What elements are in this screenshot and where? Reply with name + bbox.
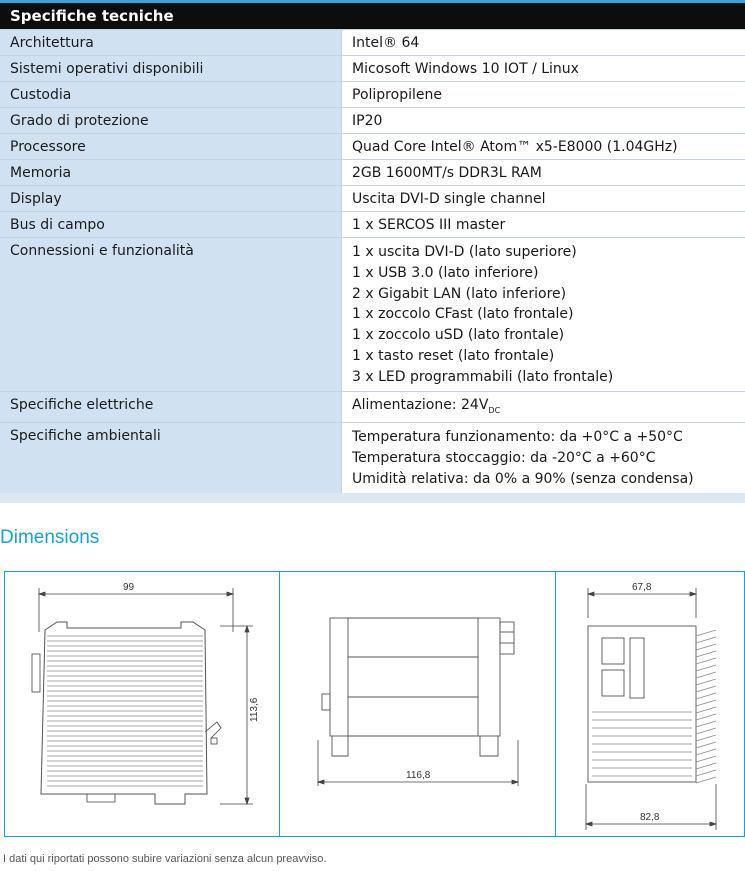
spec-value-subscript: DC: [488, 405, 501, 415]
spec-value-line: 2GB 1600MT/s DDR3L RAM: [352, 165, 542, 181]
bottom-bottom-label: 82,8: [640, 812, 660, 823]
spec-row: [0, 108, 745, 134]
spec-row: [0, 391, 745, 423]
spec-row: [0, 238, 745, 392]
spec-label: Specifiche ambientali: [0, 423, 342, 493]
spec-value-line: Temperatura stoccaggio: da -20°C a +60°C: [352, 450, 656, 467]
spec-value: [342, 391, 745, 423]
spec-label: Processore: [0, 134, 342, 160]
spec-value: [342, 30, 745, 56]
spec-value-line: 1 x zoccolo uSD (lato frontale): [352, 327, 565, 344]
spec-row: [0, 160, 745, 186]
spec-row: [0, 56, 745, 82]
spec-value-line: 1 x tasto reset (lato frontale): [352, 347, 555, 364]
spec-value: [342, 238, 745, 392]
spec-value-line: 1 x USB 3.0 (lato inferiore): [352, 264, 539, 281]
disclaimer-note: I dati qui riportati possono subire variazioni senza alcun preavviso.: [3, 853, 327, 865]
spec-value-line: Umidità relativa: da 0% a 90% (senza condensa): [352, 470, 694, 487]
spec-label: Architettura: [0, 30, 342, 56]
spec-value-line: 2 x Gigabit LAN (lato inferiore): [352, 285, 567, 302]
spec-value-line: Micosoft Windows 10 IOT / Linux: [352, 61, 579, 77]
spec-label: Memoria: [0, 160, 342, 186]
side-height-label: 113,6: [249, 697, 260, 722]
spec-value-line: 1 x uscita DVI-D (lato superiore): [352, 244, 577, 260]
spec-value: [342, 423, 745, 493]
spec-value-line: 3 x LED programmabili (lato frontale): [352, 368, 614, 385]
dimensions-title: Dimensions: [0, 527, 100, 548]
spec-value: [342, 134, 745, 160]
spec-value-line: Temperatura funzionamento: da +0°C a +50°C: [352, 429, 683, 446]
spec-value: [342, 160, 745, 186]
spec-value-line: 1 x zoccolo CFast (lato frontale): [352, 306, 574, 323]
spec-value-line: IP20: [352, 113, 383, 129]
spec-row: [0, 186, 745, 212]
spec-row: [0, 212, 745, 238]
bottom-view-drawing: [556, 572, 744, 836]
spec-value-line: Quad Core Intel® Atom™ x5-E8000 (1.04GHz): [352, 139, 678, 155]
spec-row: [0, 30, 745, 56]
spec-value: [342, 56, 745, 82]
spec-value: [342, 108, 745, 134]
side-width-label: 99: [123, 582, 135, 593]
spec-row: [0, 82, 745, 108]
spec-label: Bus di campo: [0, 212, 342, 238]
spec-value-line: Uscita DVI-D single channel: [352, 191, 546, 207]
spec-value-line: Intel® 64: [352, 35, 420, 51]
dimension-drawings: [4, 571, 745, 837]
spec-value: [342, 186, 745, 212]
spec-value: [342, 212, 745, 238]
front-view-drawing: [280, 572, 556, 836]
spec-label: Connessioni e funzionalità: [0, 238, 342, 392]
spec-row: [0, 423, 745, 493]
spec-label: Display: [0, 186, 342, 212]
spec-label: Specifiche elettriche: [0, 391, 342, 423]
spec-value-line: Alimentazione: 24V: [352, 396, 489, 413]
front-width-label: 116,8: [406, 770, 431, 781]
spec-row: [0, 134, 745, 160]
spec-value-line: Polipropilene: [352, 87, 442, 103]
side-view-drawing: [5, 572, 280, 836]
spec-value: [342, 82, 745, 108]
specs-title: Specifiche tecniche: [0, 0, 745, 29]
specs-table: [0, 29, 745, 493]
spec-label: Grado di protezione: [0, 108, 342, 134]
spec-value-line: 1 x SERCOS III master: [352, 217, 506, 233]
bottom-top-label: 67,8: [632, 582, 652, 593]
spec-label: Sistemi operativi disponibili: [0, 56, 342, 82]
spec-label: Custodia: [0, 82, 342, 108]
